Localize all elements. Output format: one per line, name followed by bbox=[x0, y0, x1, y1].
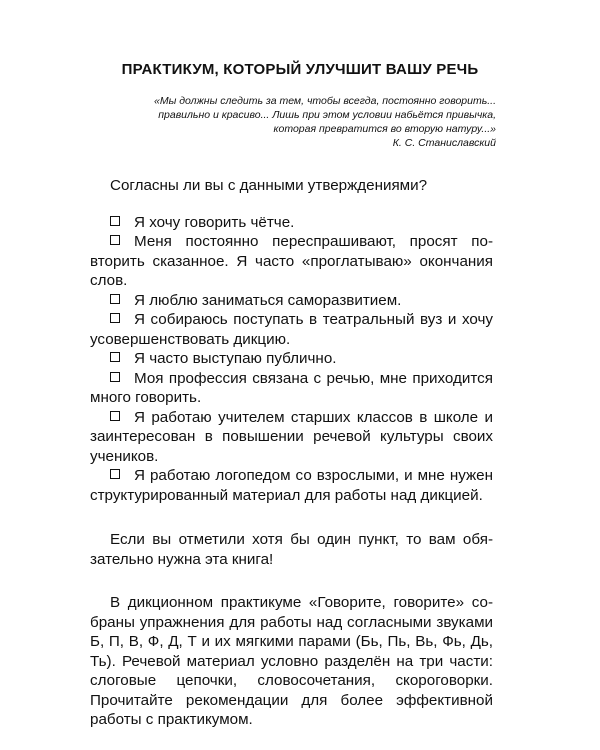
list-item bbox=[90, 349, 493, 369]
checkbox[interactable] bbox=[110, 352, 120, 362]
statement-text: Я люблю заниматься саморазвитием. bbox=[134, 291, 402, 309]
checkbox[interactable] bbox=[110, 411, 120, 421]
statement-text: Моя профессия связана с речью, мне приходится много говорить. bbox=[90, 369, 493, 406]
conclusion-paragraph: Если вы отметили хотя бы один пункт, то вам обязательно нужна эта книга! bbox=[90, 531, 493, 568]
list-item bbox=[90, 213, 493, 233]
list-item bbox=[90, 466, 493, 505]
body-text bbox=[90, 176, 493, 730]
statement-text: Я работаю логопедом со взрослыми, и мне нужен структурированный материал для работы над дикцией. bbox=[90, 467, 493, 504]
statement-text: Я часто выступаю публично. bbox=[134, 350, 337, 367]
intro-paragraph: В дикционном практикуме «Говорите, говорите» собраны упражнения для работы над согласными звуками Б, П, В, Ф, Д, Т и их мягкими парами (Бь, Пь, Вь, Фь, Дь, Ть). Речевой материал условно разделён на три части: слоговые цепочки, словосочетания, скороговорки. Прочитайте рекомендации для более эффективной работы с практикумом. bbox=[90, 594, 493, 728]
checkbox[interactable] bbox=[110, 469, 120, 479]
epigraph-line: правильно и красиво... Лишь при этом условии набьётся привычка, bbox=[158, 109, 496, 121]
checkbox[interactable] bbox=[110, 294, 120, 304]
list-item bbox=[90, 369, 493, 408]
question-heading: Согласны ли вы с данными утверждениями? bbox=[110, 177, 428, 194]
statement-text: Я собираюсь поступать в театральный вуз и хочу усовершенствовать дикцию. bbox=[90, 311, 493, 348]
checkbox[interactable] bbox=[110, 235, 120, 245]
list-item bbox=[90, 291, 493, 311]
list-item bbox=[90, 232, 493, 291]
list-item bbox=[90, 310, 493, 349]
list-item bbox=[90, 408, 493, 467]
epigraph-line: «Мы должны следить за тем, чтобы всегда, постоянно говорить... bbox=[154, 95, 496, 107]
statement-list bbox=[90, 213, 493, 506]
checkbox[interactable] bbox=[110, 313, 120, 323]
page-title: ПРАКТИКУМ, КОТОРЫЙ УЛУЧШИТ ВАШУ РЕЧЬ bbox=[121, 61, 479, 78]
epigraph bbox=[136, 94, 496, 150]
checkbox[interactable] bbox=[110, 372, 120, 382]
epigraph-line: которая превратится во вторую натуру...» bbox=[273, 123, 496, 135]
checkbox[interactable] bbox=[110, 216, 120, 226]
statement-text: Я работаю учителем старших классов в школе и заинтересован в повышении речевой культуры своих учеников. bbox=[90, 408, 493, 465]
statement-text: Меня постоянно переспрашивают, просят повторить сказанное. Я часто «проглатываю» окончания слов. bbox=[90, 233, 493, 289]
statement-text: Я хочу говорить чётче. bbox=[134, 213, 295, 231]
epigraph-author: К. С. Станиславский bbox=[392, 137, 496, 149]
